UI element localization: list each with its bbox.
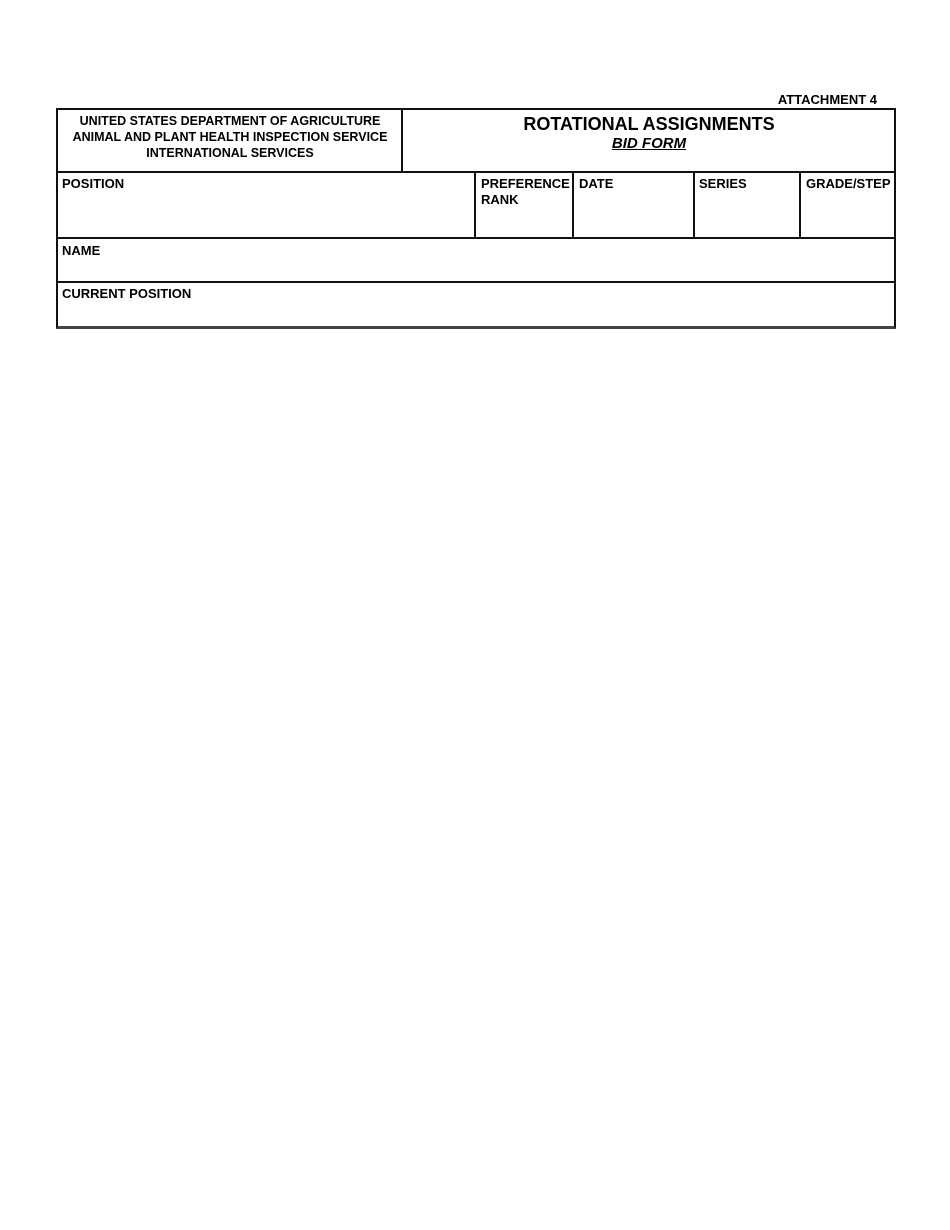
form-subtitle: BID FORM xyxy=(611,135,687,152)
current-position-field[interactable]: CURRENT POSITION xyxy=(62,286,192,301)
agency-line-1: UNITED STATES DEPARTMENT OF AGRICULTURE xyxy=(79,114,381,128)
name-field[interactable]: NAME xyxy=(62,243,101,258)
agency-header xyxy=(58,113,402,161)
agency-line-2: ANIMAL AND PLANT HEALTH INSPECTION SERVICE xyxy=(72,130,388,144)
preference-label: PREFERENCE xyxy=(481,176,570,191)
series-field[interactable]: SERIES xyxy=(699,176,747,191)
preference-rank-field[interactable] xyxy=(481,176,570,208)
position-field[interactable]: POSITION xyxy=(62,176,125,191)
rank-label: RANK xyxy=(481,192,519,207)
attachment-label: ATTACHMENT 4 xyxy=(777,92,877,107)
agency-line-3: INTERNATIONAL SERVICES xyxy=(146,146,314,160)
form-title: ROTATIONAL ASSIGNMENTS xyxy=(523,114,775,134)
date-field[interactable]: DATE xyxy=(579,176,614,191)
grade-step-field[interactable]: GRADE/STEP xyxy=(806,176,891,191)
